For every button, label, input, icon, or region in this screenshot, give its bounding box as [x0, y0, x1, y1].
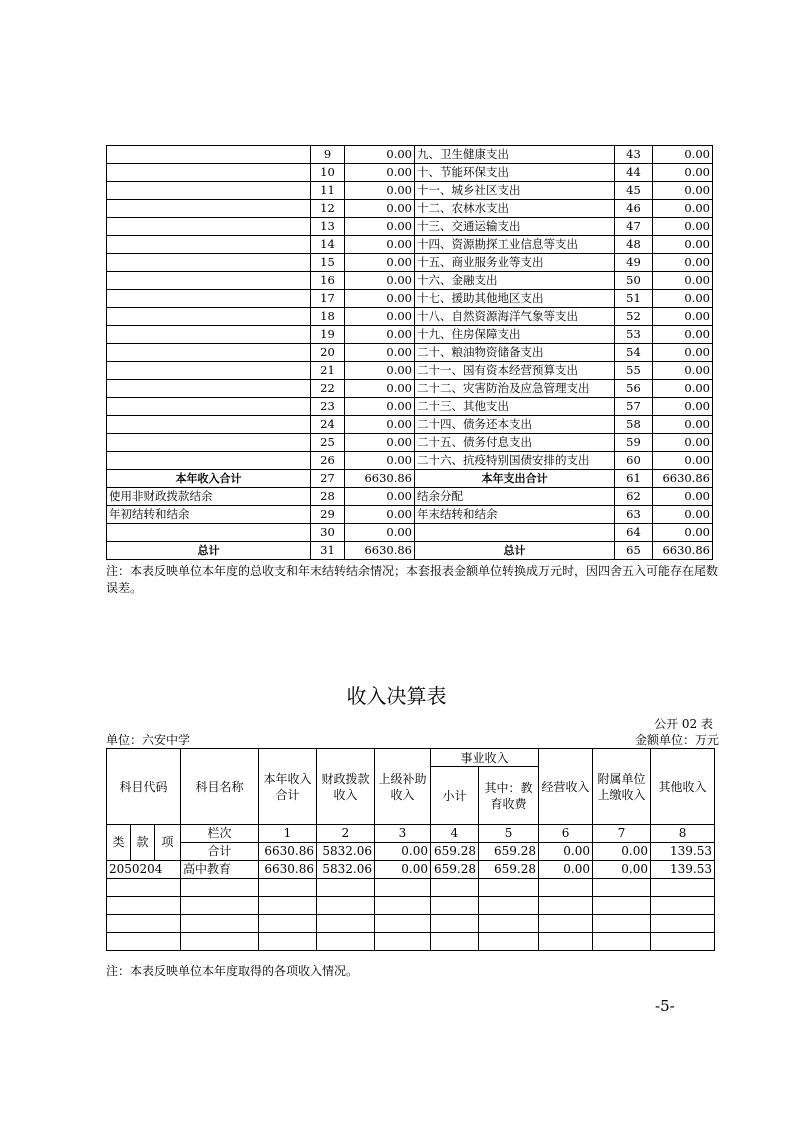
expense-item-label: 九、卫生健康支出 — [415, 146, 615, 164]
total-cell: 0.00 — [375, 843, 431, 861]
header-subtotal: 小计 — [431, 767, 479, 825]
expense-item-label: 二十、粮油物资储备支出 — [415, 344, 615, 362]
expense-line-number: 53 — [615, 326, 653, 344]
table-row — [107, 362, 713, 380]
expense-amount: 0.00 — [653, 380, 713, 398]
expense-amount: 0.00 — [653, 506, 713, 524]
expense-item-label: 十三、交通运输支出 — [415, 218, 615, 236]
total-cell: 0.00 — [539, 843, 593, 861]
table-row — [107, 380, 713, 398]
income-expense-summary-table — [106, 145, 713, 560]
income-item-label — [107, 344, 311, 362]
expense-amount: 0.00 — [653, 326, 713, 344]
table-number: 公开 02 表 — [654, 717, 713, 731]
table-row — [107, 344, 713, 362]
income-table-note: 注：本表反映单位本年度取得的各项收入情况。 — [106, 964, 359, 978]
income-amount: 0.00 — [345, 380, 415, 398]
income-item-label — [107, 182, 311, 200]
expense-amount: 0.00 — [653, 452, 713, 470]
expense-item-label: 年末结转和结余 — [415, 506, 615, 524]
table-row — [107, 506, 713, 524]
expense-amount: 0.00 — [653, 488, 713, 506]
income-amount: 0.00 — [345, 254, 415, 272]
income-line-number: 20 — [311, 344, 345, 362]
expense-line-number: 49 — [615, 254, 653, 272]
income-line-number: 12 — [311, 200, 345, 218]
income-amount: 6630.86 — [345, 542, 415, 560]
table-row — [107, 398, 713, 416]
page-number: -5- — [655, 997, 675, 1015]
expense-amount: 0.00 — [653, 164, 713, 182]
expense-amount: 0.00 — [653, 200, 713, 218]
amount-unit: 金额单位：万元 — [634, 733, 719, 747]
expense-item-label: 十、节能环保支出 — [415, 164, 615, 182]
income-amount: 0.00 — [345, 164, 415, 182]
expense-amount: 0.00 — [653, 272, 713, 290]
expense-line-number: 57 — [615, 398, 653, 416]
expense-line-number: 45 — [615, 182, 653, 200]
expense-line-number: 48 — [615, 236, 653, 254]
income-amount: 0.00 — [345, 506, 415, 524]
report-title: 收入决算表 — [346, 684, 447, 708]
income-line-number: 14 — [311, 236, 345, 254]
table-row — [107, 542, 713, 560]
income-line-number: 21 — [311, 362, 345, 380]
income-amount: 0.00 — [345, 308, 415, 326]
income-amount: 0.00 — [345, 434, 415, 452]
header-lei: 类 — [107, 825, 131, 861]
total-cell: 659.28 — [431, 843, 479, 861]
income-item-label — [107, 452, 311, 470]
header-subject-code: 科目代码 — [107, 749, 181, 825]
expense-item-label: 二十三、其他支出 — [415, 398, 615, 416]
header-business-income: 事业收入 — [431, 749, 539, 767]
income-line-number: 29 — [311, 506, 345, 524]
col-number: 8 — [651, 825, 715, 843]
expense-line-number: 61 — [615, 470, 653, 488]
col-number: 6 — [539, 825, 593, 843]
col-number: 5 — [479, 825, 539, 843]
header-other-income: 其他收入 — [651, 749, 715, 825]
expense-line-number: 62 — [615, 488, 653, 506]
expense-amount: 0.00 — [653, 236, 713, 254]
expense-item-label: 十五、商业服务业等支出 — [415, 254, 615, 272]
expense-line-number: 43 — [615, 146, 653, 164]
expense-line-number: 65 — [615, 542, 653, 560]
expense-amount: 6630.86 — [653, 542, 713, 560]
income-line-number: 27 — [311, 470, 345, 488]
expense-line-number: 59 — [615, 434, 653, 452]
table-row — [107, 308, 713, 326]
income-line-number: 25 — [311, 434, 345, 452]
expense-line-number: 50 — [615, 272, 653, 290]
income-item-label — [107, 272, 311, 290]
value-cell: 0.00 — [593, 861, 651, 879]
expense-amount: 0.00 — [653, 398, 713, 416]
header-total-income: 本年收入合计 — [259, 749, 317, 825]
income-line-number: 9 — [311, 146, 345, 164]
empty-row — [107, 933, 715, 951]
value-cell: 0.00 — [375, 861, 431, 879]
table-row — [107, 861, 715, 879]
expense-amount: 0.00 — [653, 362, 713, 380]
expense-line-number: 55 — [615, 362, 653, 380]
expense-amount: 0.00 — [653, 344, 713, 362]
expense-item-label: 二十二、灾害防治及应急管理支出 — [415, 380, 615, 398]
income-item-label — [107, 164, 311, 182]
income-line-number: 19 — [311, 326, 345, 344]
expense-amount: 0.00 — [653, 434, 713, 452]
col-number: 2 — [317, 825, 375, 843]
table-row — [107, 218, 713, 236]
total-cell: 659.28 — [479, 843, 539, 861]
income-amount: 0.00 — [345, 452, 415, 470]
income-statement-table — [106, 748, 715, 951]
total-row-label: 合计 — [181, 843, 259, 861]
value-cell: 139.53 — [651, 861, 715, 879]
header-affiliated-income: 附属单位上缴收入 — [593, 749, 651, 825]
income-line-number: 28 — [311, 488, 345, 506]
income-line-number: 18 — [311, 308, 345, 326]
income-amount: 6630.86 — [345, 470, 415, 488]
expense-amount: 0.00 — [653, 308, 713, 326]
table-row — [107, 488, 713, 506]
income-line-number: 26 — [311, 452, 345, 470]
expense-item-label: 十八、自然资源海洋气象等支出 — [415, 308, 615, 326]
table-row — [107, 236, 713, 254]
total-cell: 6630.86 — [259, 843, 317, 861]
income-amount: 0.00 — [345, 344, 415, 362]
income-item-label — [107, 218, 311, 236]
income-amount: 0.00 — [345, 326, 415, 344]
expense-amount: 0.00 — [653, 290, 713, 308]
expense-amount: 0.00 — [653, 218, 713, 236]
table-row — [107, 254, 713, 272]
expense-item-label: 十七、援助其他地区支出 — [415, 290, 615, 308]
table-row — [107, 182, 713, 200]
expense-line-number: 54 — [615, 344, 653, 362]
income-line-number: 15 — [311, 254, 345, 272]
value-cell: 5832.06 — [317, 861, 375, 879]
expense-item-label: 十二、农林水支出 — [415, 200, 615, 218]
income-amount: 0.00 — [345, 488, 415, 506]
summary-table-body — [107, 146, 713, 560]
expense-line-number: 47 — [615, 218, 653, 236]
income-line-number: 30 — [311, 524, 345, 542]
summary-table-note: 注：本表反映单位本年度的总收支和年末结转结余情况；本套报表金额单位转换成万元时，因四舍五入可能存在尾数误差。 — [106, 564, 719, 595]
subject-name-cell: 高中教育 — [181, 861, 259, 879]
income-line-number: 16 — [311, 272, 345, 290]
table-row — [107, 452, 713, 470]
expense-amount: 0.00 — [653, 254, 713, 272]
income-amount: 0.00 — [345, 398, 415, 416]
expense-line-number: 56 — [615, 380, 653, 398]
income-line-number: 11 — [311, 182, 345, 200]
col-number: 7 — [593, 825, 651, 843]
income-amount: 0.00 — [345, 182, 415, 200]
income-line-number: 31 — [311, 542, 345, 560]
table-row — [107, 524, 713, 542]
income-item-label — [107, 362, 311, 380]
expense-line-number: 58 — [615, 416, 653, 434]
table-row — [107, 470, 713, 488]
income-item-label — [107, 416, 311, 434]
expense-amount: 0.00 — [653, 416, 713, 434]
reporting-unit: 单位：六安中学 — [106, 733, 191, 747]
expense-item-label: 总计 — [415, 542, 615, 560]
header-xiang: 项 — [155, 825, 181, 861]
income-item-label — [107, 290, 311, 308]
value-cell: 0.00 — [539, 861, 593, 879]
expense-line-number: 51 — [615, 290, 653, 308]
income-item-label: 使用非财政拨款结余 — [107, 488, 311, 506]
income-amount: 0.00 — [345, 236, 415, 254]
expense-item-label — [415, 524, 615, 542]
empty-row — [107, 879, 715, 897]
income-line-number: 24 — [311, 416, 345, 434]
expense-item-label: 结余分配 — [415, 488, 615, 506]
value-cell: 6630.86 — [259, 861, 317, 879]
income-amount: 0.00 — [345, 200, 415, 218]
expense-item-label: 十一、城乡社区支出 — [415, 182, 615, 200]
expense-item-label: 十四、资源勘探工业信息等支出 — [415, 236, 615, 254]
income-amount: 0.00 — [345, 272, 415, 290]
expense-line-number: 60 — [615, 452, 653, 470]
expense-item-label: 二十五、债务付息支出 — [415, 434, 615, 452]
table-row — [107, 416, 713, 434]
expense-line-number: 46 — [615, 200, 653, 218]
value-cell: 659.28 — [479, 861, 539, 879]
expense-line-number: 64 — [615, 524, 653, 542]
income-amount: 0.00 — [345, 218, 415, 236]
total-row — [107, 843, 715, 861]
expense-amount: 0.00 — [653, 146, 713, 164]
income-item-label — [107, 308, 311, 326]
income-item-label — [107, 146, 311, 164]
income-item-label — [107, 380, 311, 398]
expense-amount: 0.00 — [653, 524, 713, 542]
table-row — [107, 326, 713, 344]
table-row — [107, 146, 713, 164]
income-item-label: 本年收入合计 — [107, 470, 311, 488]
income-amount: 0.00 — [345, 524, 415, 542]
subject-code-cell: 2050204 — [107, 861, 181, 879]
table-row — [107, 272, 713, 290]
header-fiscal-income: 财政拨款收入 — [317, 749, 375, 825]
table-row — [107, 200, 713, 218]
expense-item-label: 十六、金融支出 — [415, 272, 615, 290]
table-row — [107, 290, 713, 308]
income-item-label: 年初结转和结余 — [107, 506, 311, 524]
header-operating-income: 经营收入 — [539, 749, 593, 825]
table-row — [107, 164, 713, 182]
expense-amount: 6630.86 — [653, 470, 713, 488]
income-item-label — [107, 326, 311, 344]
expense-line-number: 44 — [615, 164, 653, 182]
income-item-label — [107, 254, 311, 272]
income-item-label — [107, 200, 311, 218]
income-item-label — [107, 434, 311, 452]
income-line-number: 17 — [311, 290, 345, 308]
table-row — [107, 434, 713, 452]
expense-item-label: 十九、住房保障支出 — [415, 326, 615, 344]
header-superior-subsidy: 上级补助收入 — [375, 749, 431, 825]
income-line-number: 10 — [311, 164, 345, 182]
header-column-no: 栏次 — [181, 825, 259, 843]
value-cell: 659.28 — [431, 861, 479, 879]
header-education-fee: 其中：教育收费 — [479, 767, 539, 825]
income-item-label — [107, 398, 311, 416]
expense-item-label: 二十四、债务还本支出 — [415, 416, 615, 434]
total-cell: 0.00 — [593, 843, 651, 861]
empty-row — [107, 915, 715, 933]
col-number: 1 — [259, 825, 317, 843]
expense-item-label: 二十六、抗疫特别国债安排的支出 — [415, 452, 615, 470]
income-line-number: 23 — [311, 398, 345, 416]
expense-item-label: 本年支出合计 — [415, 470, 615, 488]
income-amount: 0.00 — [345, 416, 415, 434]
income-item-label: 总计 — [107, 542, 311, 560]
income-amount: 0.00 — [345, 362, 415, 380]
col-number: 3 — [375, 825, 431, 843]
total-cell: 5832.06 — [317, 843, 375, 861]
income-line-number: 22 — [311, 380, 345, 398]
header-subject-name: 科目名称 — [181, 749, 259, 825]
col-number: 4 — [431, 825, 479, 843]
expense-line-number: 52 — [615, 308, 653, 326]
income-amount: 0.00 — [345, 290, 415, 308]
income-item-label — [107, 524, 311, 542]
total-cell: 139.53 — [651, 843, 715, 861]
expense-line-number: 63 — [615, 506, 653, 524]
income-amount: 0.00 — [345, 146, 415, 164]
expense-amount: 0.00 — [653, 182, 713, 200]
header-kuan: 款 — [131, 825, 155, 861]
income-line-number: 13 — [311, 218, 345, 236]
income-item-label — [107, 236, 311, 254]
expense-item-label: 二十一、国有资本经营预算支出 — [415, 362, 615, 380]
empty-row — [107, 897, 715, 915]
